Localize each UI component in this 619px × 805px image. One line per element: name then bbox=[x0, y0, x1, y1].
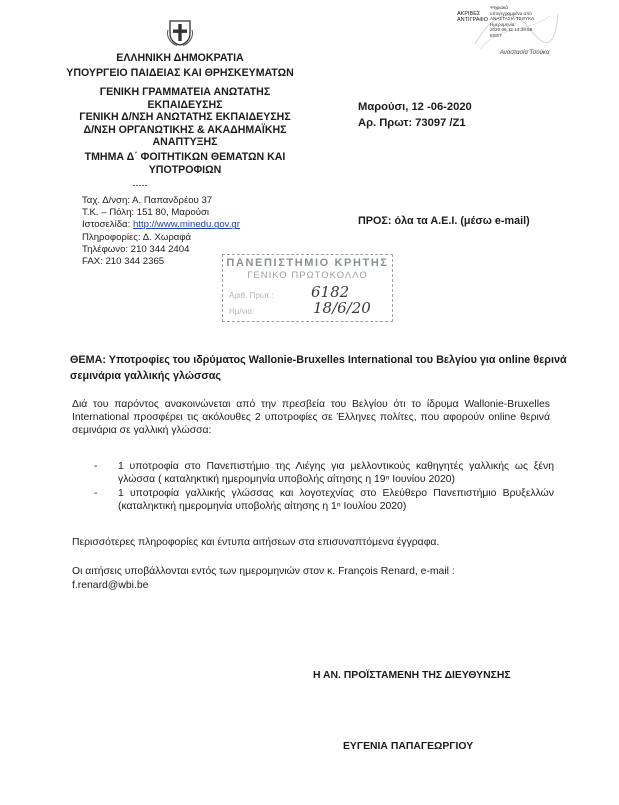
website-line bbox=[82, 219, 240, 231]
stamp-number-label: Αριθ. Πρωτ.: bbox=[229, 291, 274, 300]
contact-block bbox=[82, 195, 240, 268]
postal-line: Τ.Κ. – Πόλη: 151 80, Μαρούσι bbox=[82, 207, 210, 219]
department-line: ΓΕΝΙΚΗ ΓΡΑΜΜΑΤΕΙΑ ΑΝΩΤΑΤΗΣ ΕΚΠΑΙΔΕΥΣΗΣ bbox=[99, 86, 271, 111]
bullet-dash: - bbox=[94, 488, 98, 499]
department-line: ΑΝΑΠΤΥΞΗΣ bbox=[152, 136, 218, 149]
stamp-number-value: 6182 bbox=[311, 283, 350, 301]
stamp-date-value: 18/6/20 bbox=[313, 299, 371, 317]
signature-line: Ψηφιακά bbox=[490, 5, 508, 10]
list-item-text: 1 υποτροφία στο Πανεπιστήμιο της Λιέγης για μελλοντικούς καθηγητές γαλλικής ως ξένη γλώσσα ( καταληκτική ημερομηνία υποβολής αίτησης η 19ⁿ Ιουνίου 2020) bbox=[118, 461, 554, 485]
department-line: ΤΜΗΜΑ Δ΄ ΦΟΙΤΗΤΙΚΩΝ ΘΕΜΑΤΩΝ ΚΑΙ bbox=[84, 150, 286, 163]
signature-line: 2020.06.12 14:39:58 bbox=[490, 27, 533, 33]
ministry-title: ΥΠΟΥΡΓΕΙΟ ΠΑΙΔΕΙΑΣ ΚΑΙ ΘΡΗΣΚΕΥΜΑΤΩΝ bbox=[66, 67, 294, 79]
bullet-dash: - bbox=[94, 461, 98, 472]
phone-line: Τηλέφωνο: 210 344 2404 bbox=[82, 243, 190, 255]
registry-stamp bbox=[222, 254, 393, 322]
separator: ----- bbox=[132, 180, 148, 190]
intro-paragraph: Διά του παρόντος ανακοινώνεται από την πρεσβεία του Βελγίου ότι το ίδρυμα Wallonie-Bruxelles International προσφέρει τις ακόλουθες 2 υποτροφίες σε Έλληνες πολίτες, που αφορούν online θερινά σεμινάρια σε γαλλική γλώσσα: bbox=[72, 399, 550, 436]
list-item bbox=[94, 460, 554, 486]
list-item-text: 1 υποτροφία γαλλικής γλώσσας και λογοτεχνίας στο Ελεύθερο Πανεπιστήμιο Βρυξελλών (καταληκτική ημερομηνία υποβολής αίτησης η 1ⁿ Ιουλίου 2020) bbox=[118, 488, 554, 512]
website-label: Ιστοσελίδα: bbox=[82, 219, 131, 231]
country-title: ΕΛΛΗΝΙΚΗ ΔΗΜΟΚΡΑΤΙΑ bbox=[116, 52, 244, 64]
stamp-date-label: Ημ/νια: bbox=[229, 307, 255, 316]
recipient-line: ΠΡΟΣ: όλα τα Α.Ε.Ι. (μέσω e-mail) bbox=[358, 215, 530, 227]
website-link[interactable]: http://www.minedu.gov.gr bbox=[132, 219, 240, 231]
signer-name-script: Αναστασία Τσούκα bbox=[500, 50, 550, 56]
more-info-paragraph: Περισσότερες πληροφορίες και έντυπα αιτήσεων στα επισυναπτόμενα έγγραφα. bbox=[72, 537, 440, 548]
department-block bbox=[70, 86, 300, 176]
signature-line: ΑΝΑΣΤΑΣΙΑ ΤΣΟΥΚΑ bbox=[490, 16, 535, 22]
department-line: Δ/ΝΣΗ ΟΡΓΑΝΩΤΙΚΗΣ & ΑΚΑΔΗΜΑΪΚΗΣ bbox=[83, 123, 287, 136]
submission-paragraph: Οι αιτήσεις υποβάλλονται εντός των ημερομηνιών στον κ. François Renard, e-mail : bbox=[72, 566, 455, 577]
digital-signature-block bbox=[490, 5, 560, 39]
department-line: ΓΕΝΙΚΗ Δ/ΝΣΗ ΑΝΩΤΑΤΗΣ ΕΚΠΑΙΔΕΥΣΗΣ bbox=[79, 111, 291, 124]
subject-line: ΘΕΜΑ: Υποτροφίες του ιδρύματος Wallonie-Bruxelles International του Βελγίου για online θερινά σεμινάρια γαλλικής γλώσσας bbox=[70, 354, 567, 382]
signatory-role: Η ΑΝ. ΠΡΟΪΣΤΑΜΕΝΗ ΤΗΣ ΔΙΕΥΘΥΝΣΗΣ bbox=[313, 670, 511, 681]
fax-line: FAX: 210 344 2365 bbox=[82, 256, 165, 268]
certified-copy-label: ΑΚΡΙΒΕΣ ΑΝΤΙΓΡΑΦΟ bbox=[457, 11, 488, 23]
signature-line: EEST bbox=[490, 32, 502, 38]
protocol-number: Αρ. Πρωτ: 73097 /Ζ1 bbox=[358, 117, 466, 129]
greek-emblem-icon bbox=[166, 18, 194, 46]
scholarship-list bbox=[94, 460, 554, 514]
info-line: Πληροφορίες: Δ. Χωραφά bbox=[82, 231, 192, 243]
signatory-name: ΕΥΓΕΝΙΑ ΠΑΠΑΓΕΩΡΓΙΟΥ bbox=[343, 741, 474, 752]
address-line: Ταχ. Δ/νση: Α. Παπανδρέου 37 bbox=[82, 195, 213, 206]
list-item bbox=[94, 487, 554, 513]
department-line: ΥΠΟΤΡΟΦΙΩΝ bbox=[148, 163, 222, 176]
signature-line: Ημερομηνία: bbox=[490, 21, 516, 27]
contact-email[interactable]: f.renard@wbi.be bbox=[72, 580, 149, 591]
date-line: Μαρούσι, 12 -06-2020 bbox=[358, 101, 472, 113]
signature-line: υπογεγραμμένο από bbox=[490, 10, 532, 16]
stamp-title: ΠΑΝΕΠΙΣΤΗΜΙΟ ΚΡΗΤΗΣ bbox=[226, 257, 389, 269]
stamp-subtitle: ΓΕΝΙΚΟ ΠΡΩΤΟΚΟΛΛΟ bbox=[247, 270, 368, 281]
